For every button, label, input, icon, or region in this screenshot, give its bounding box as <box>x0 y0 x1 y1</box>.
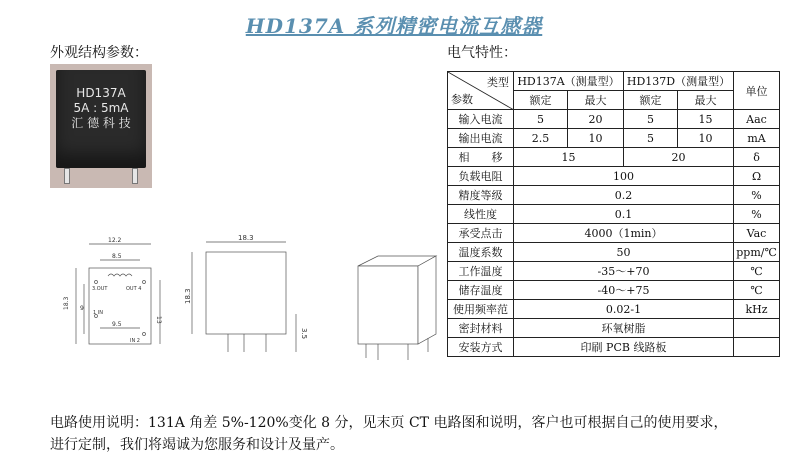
photo-line-model: HD137A <box>76 86 126 100</box>
param-unit <box>734 319 780 338</box>
page-title: HD137A 系列精密电流互感器 <box>245 14 543 38</box>
appearance-heading: 外观结构参数： <box>50 45 148 61</box>
param-name: 使用频率范 <box>448 300 514 319</box>
product-photo <box>50 64 152 188</box>
pin-label: OUT 4 <box>126 286 142 292</box>
corner-param-label: 参数 <box>451 93 473 106</box>
param-value: 10 <box>678 129 734 148</box>
electrical-spec-table <box>447 71 780 357</box>
param-name: 负载电阻 <box>448 167 514 186</box>
sub-header-max: 最大 <box>568 91 624 110</box>
param-value: 0.1 <box>514 205 734 224</box>
side-pin-label: 3.5 <box>300 328 308 340</box>
param-name: 线性度 <box>448 205 514 224</box>
param-value: 15 <box>678 110 734 129</box>
side-view-drawing <box>178 232 308 362</box>
corner-header-cell <box>448 72 514 110</box>
side-height-label: 18.3 <box>184 288 192 304</box>
corner-type-label: 类型 <box>487 76 509 89</box>
param-unit: mA <box>734 129 780 148</box>
table-row <box>448 300 780 319</box>
param-value: 20 <box>568 110 624 129</box>
sub-header-rated: 额定 <box>624 91 678 110</box>
unit-header: 单位 <box>734 72 780 110</box>
table-row <box>448 167 780 186</box>
param-value: 印刷 PCB 线路板 <box>514 338 734 357</box>
table-row <box>448 338 780 357</box>
param-value: 2.5 <box>514 129 568 148</box>
param-value: 20 <box>624 148 734 167</box>
param-value: 0.02-1 <box>514 300 734 319</box>
param-unit: kHz <box>734 300 780 319</box>
param-name: 相 移 <box>448 148 514 167</box>
table-row <box>448 281 780 300</box>
table-row <box>448 243 780 262</box>
table-row <box>448 262 780 281</box>
param-unit: ℃ <box>734 262 780 281</box>
side-width-label: 18.3 <box>238 234 254 242</box>
photo-pin <box>64 168 70 184</box>
param-name: 安装方式 <box>448 338 514 357</box>
param-value: 50 <box>514 243 734 262</box>
usage-note <box>50 412 780 456</box>
dim-width-label: 12.2 <box>108 237 122 244</box>
param-value: 环氧树脂 <box>514 319 734 338</box>
param-value: 5 <box>624 110 678 129</box>
photo-pin <box>132 168 138 184</box>
photo-line-brand: 汇 德 科 技 <box>71 116 131 130</box>
dim-side-label: 13 <box>155 316 162 324</box>
param-name: 储存温度 <box>448 281 514 300</box>
param-name: 温度系数 <box>448 243 514 262</box>
param-value: 5 <box>624 129 678 148</box>
dim-height-label: 18.3 <box>63 296 70 310</box>
photo-line-ratio: 5A : 5mA <box>73 101 129 115</box>
table-row <box>448 110 780 129</box>
table-row <box>448 224 780 243</box>
param-unit: Aac <box>734 110 780 129</box>
electrical-heading: 电气特性： <box>447 45 517 61</box>
table-row <box>448 319 780 338</box>
param-value: -35～+70 <box>514 262 734 281</box>
table-row <box>448 186 780 205</box>
param-unit: δ <box>734 148 780 167</box>
param-unit <box>734 338 780 357</box>
isometric-drawing <box>352 252 444 364</box>
param-unit: Vac <box>734 224 780 243</box>
param-name: 工作温度 <box>448 262 514 281</box>
param-unit: % <box>734 205 780 224</box>
dim-inner-label: 8.5 <box>112 253 122 260</box>
param-name: 输出电流 <box>448 129 514 148</box>
param-name: 密封材料 <box>448 319 514 338</box>
model-a-header: HD137A（测量型） <box>514 72 624 91</box>
param-value: 5 <box>514 110 568 129</box>
param-unit: ppm/℃ <box>734 243 780 262</box>
usage-note-line: 进行定制，我们将竭诚为您服务和设计及量产。 <box>50 437 344 453</box>
pin-label: IN 2 <box>130 338 140 344</box>
product-body <box>56 70 146 168</box>
dim-mid-label: 9 <box>80 305 84 312</box>
param-name: 精度等级 <box>448 186 514 205</box>
param-value: 4000（1min） <box>514 224 734 243</box>
param-value: -40～+75 <box>514 281 734 300</box>
param-unit: % <box>734 186 780 205</box>
param-unit: ℃ <box>734 281 780 300</box>
model-d-header: HD137D（测量型） <box>624 72 734 91</box>
param-value: 15 <box>514 148 624 167</box>
param-name: 输入电流 <box>448 110 514 129</box>
pin-label: 3.OUT <box>92 286 108 292</box>
sub-header-max: 最大 <box>678 91 734 110</box>
table-row <box>448 148 780 167</box>
top-view-drawing <box>60 232 170 352</box>
usage-note-line: 电路使用说明：131A 角差 5%-120%变化 8 分，见末页 CT 电路图和说明，客户也可根据自己的使用要求， <box>50 415 728 431</box>
table-row <box>448 205 780 224</box>
param-value: 0.2 <box>514 186 734 205</box>
pin-label: 1 IN <box>93 310 103 316</box>
sub-header-rated: 额定 <box>514 91 568 110</box>
param-name: 承受点击 <box>448 224 514 243</box>
param-unit: Ω <box>734 167 780 186</box>
table-row <box>448 129 780 148</box>
dim-pitch-label: 9.5 <box>112 321 122 328</box>
param-value: 100 <box>514 167 734 186</box>
param-value: 10 <box>568 129 624 148</box>
